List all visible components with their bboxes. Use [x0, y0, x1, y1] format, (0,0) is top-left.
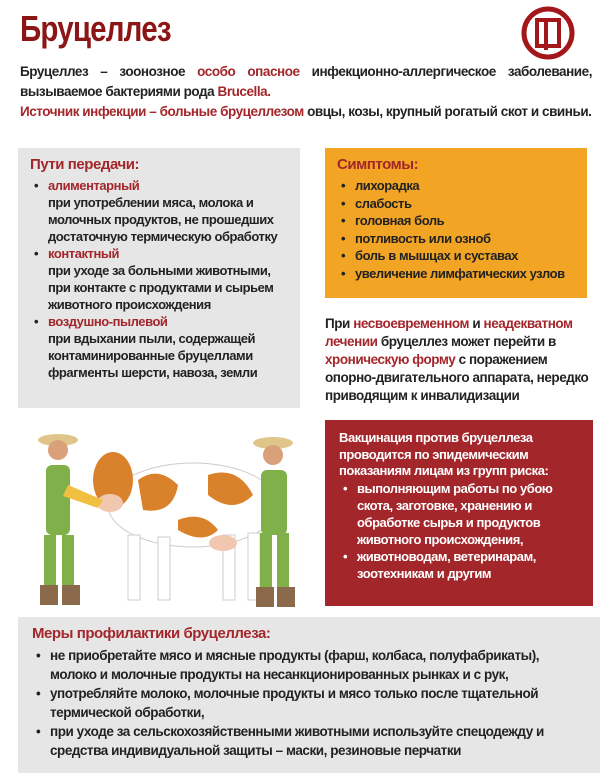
- farmer-left-icon: [38, 434, 103, 605]
- transmission-routes-box: [18, 148, 300, 408]
- prevention-box: [18, 617, 600, 773]
- chronic-form-note: При несвоевременном и неадекватном лечении бруцеллез может перейти в хроническую форму с поражением опорно-двигательного аппарата, нередко приводящим к инвалидизации: [325, 316, 589, 403]
- intro-text: [20, 62, 592, 122]
- definition: Бруцеллез – зоонозное особо опасное инфекционно-аллергическое заболевание, вызываемое бактериями рода Brucella.: [20, 64, 592, 99]
- farmers-with-cow-illustration: [18, 425, 313, 615]
- symptom-item: • лихорадка: [337, 177, 575, 195]
- prevention-item: • употребляйте молоко, молочные продукты и мясо только после тщательной термической обработки,: [32, 684, 586, 722]
- routes-heading: Пути передачи:: [30, 156, 140, 173]
- symptoms-heading: Симптомы:: [337, 156, 419, 173]
- symptoms-box: [325, 148, 587, 298]
- infection-source: Источник инфекции – больные бруцеллезом овцы, козы, крупный рогатый скот и свиньи.: [20, 104, 592, 119]
- route-item: • воздушно-пылевой при вдыхании пыли, содержащей контаминированные бруцеллами фрагменты шерсти, навоза, земли: [30, 313, 288, 381]
- prevention-item: • не приобретайте мясо и мясные продукты (фарш, колбаса, полуфабрикаты), молоко и молочные продукты на несанкционированных рынках и с рук,: [32, 646, 586, 684]
- route-item: • контактный при уходе за больными животными, при контакте с продуктами и сырьем животного происхождения: [30, 245, 288, 313]
- symptom-item: • головная боль: [337, 212, 575, 230]
- symptom-item: • увеличение лимфатических узлов: [337, 265, 575, 283]
- vaccination-intro: Вакцинация против бруцеллеза проводится по эпидемическим показаниям лицам из групп риска:: [339, 430, 549, 478]
- cow-icon: [93, 452, 278, 600]
- symptom-item: • слабость: [337, 195, 575, 213]
- route-item: • алиментарный при употреблении мяса, молока и молочных продуктов, не прошедших достаточную термическую обработку: [30, 177, 288, 245]
- prevention-heading: Меры профилактики бруцеллеза:: [32, 625, 271, 642]
- vaccination-box: [325, 420, 593, 606]
- prevention-item: • при уходе за сельскохозяйственными животными используйте спецодежду и средства индивидуальной защиты – маски, резиновые перчатки: [32, 722, 586, 760]
- page-title: Бруцеллез: [20, 8, 171, 49]
- risk-group-item: • животноводам, ветеринарам, зоотехникам и другим: [339, 548, 579, 582]
- rospotrebnadzor-logo: [520, 5, 576, 61]
- symptom-item: • боль в мышцах и суставах: [337, 247, 575, 265]
- risk-group-item: • выполняющим работы по убою скота, заготовке, хранению и обработке сырья и продуктов животного происхождения,: [339, 480, 579, 548]
- symptom-item: • потливость или озноб: [337, 230, 575, 248]
